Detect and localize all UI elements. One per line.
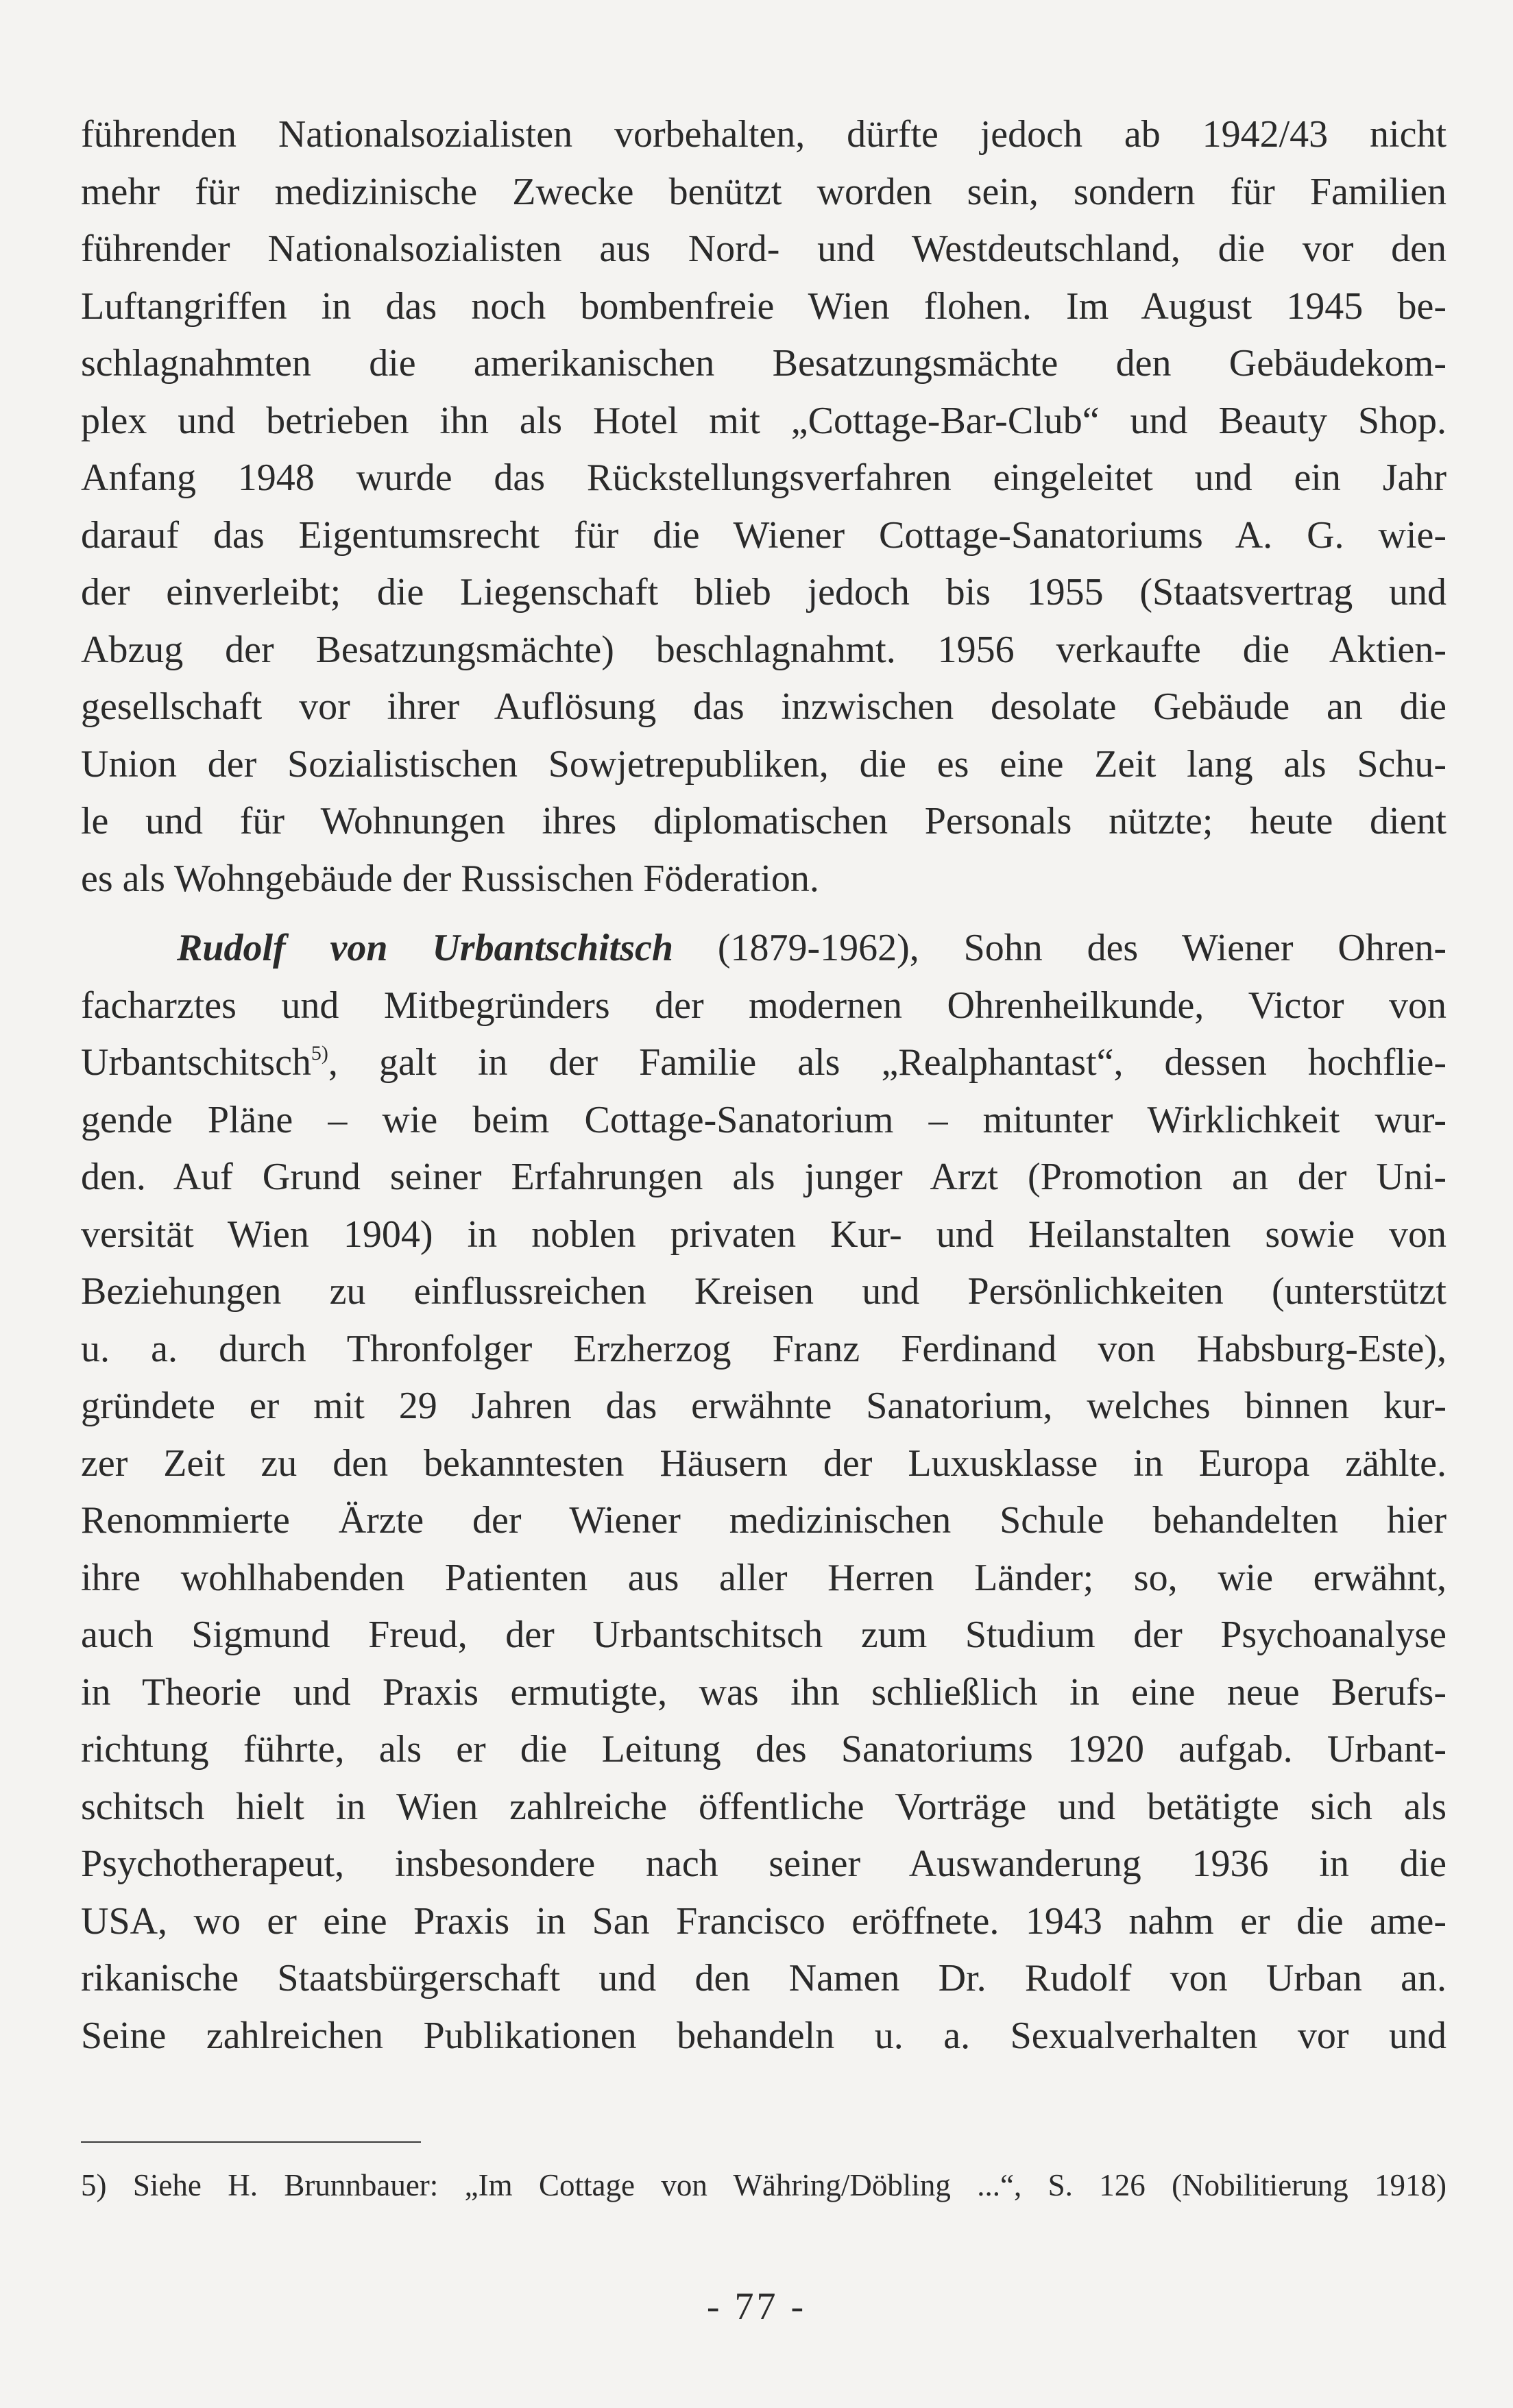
text-line: rikanische Staatsbürgerschaft und den Namen Dr. Rudolf von Urban an. <box>81 1957 1447 1999</box>
text-line: le und für Wohnungen ihres diplomatischen Personals nützte; heute dient <box>81 800 1447 842</box>
text-line: schitsch hielt in Wien zahlreiche öffentliche Vorträge und betätigte sich als <box>81 1785 1447 1828</box>
text-line: u. a. durch Thronfolger Erzherzog Franz Ferdinand von Habsburg-Este), <box>81 1327 1447 1370</box>
footnote-divider <box>81 2141 421 2143</box>
text-run: , galt in der Familie als „Realphantast“, dessen hochflie- <box>328 1041 1447 1084</box>
text-line: darauf das Eigentumsrecht für die Wiener Cottage-Sanatoriums A. G. wie- <box>81 513 1447 557</box>
text-line: richtung führte, als er die Leitung des Sanatoriums 1920 aufgab. Urbant- <box>81 1728 1447 1771</box>
page-number: - 77 - <box>706 2285 807 2328</box>
text-line: Seine zahlreichen Publikationen behandeln u. a. Sexualverhalten vor und <box>81 2014 1447 2057</box>
text-line-with-footnote-ref <box>81 1034 1447 1092</box>
footnote: 5) Siehe H. Brunnbauer: „Im Cottage von Währing/Döbling ...“, S. 126 (Nobilitierung 1918) <box>81 2168 1447 2202</box>
paragraph-gap <box>81 908 1447 920</box>
text-run: (1879-1962), Sohn des Wiener Ohren- <box>673 927 1447 969</box>
text-line: mehr für medizinische Zwecke benützt worden sein, sondern für Familien <box>81 170 1447 213</box>
text-line: gende Pläne – wie beim Cottage-Sanatorium – mitunter Wirklichkeit wur- <box>81 1098 1447 1141</box>
text-line: Anfang 1948 wurde das Rückstellungsverfahren eingeleitet und ein Jahr <box>81 457 1447 499</box>
text-line: versität Wien 1904) in noblen privaten Kur- und Heilanstalten sowie von <box>81 1213 1447 1256</box>
paragraph-2 <box>81 920 1447 2065</box>
text-line: Luftangriffen in das noch bombenfreie Wien flohen. Im August 1945 be- <box>81 284 1447 328</box>
person-name-emphasis: Rudolf von Urbantschitsch <box>177 927 673 969</box>
text-line: Psychotherapeut, insbesondere nach seiner Auswanderung 1936 in die <box>81 1843 1447 1885</box>
body-text <box>81 106 1447 2065</box>
text-line: Abzug der Besatzungsmächte) beschlagnahmt. 1956 verkaufte die Aktien- <box>81 628 1447 671</box>
text-line: gründete er mit 29 Jahren das erwähnte Sanatorium, welches binnen kur- <box>81 1385 1447 1427</box>
paragraph-1 <box>81 106 1447 908</box>
text-line: gesellschaft vor ihrer Auflösung das inzwischen desolate Gebäude an die <box>81 685 1447 728</box>
text-line-first <box>81 920 1447 977</box>
text-line: plex und betrieben ihn als Hotel mit „Cottage-Bar-Club“ und Beauty Shop. <box>81 399 1447 442</box>
text-line: Renommierte Ärzte der Wiener medizinischen Schule behandelten hier <box>81 1499 1447 1542</box>
text-line: der einverleibt; die Liegenschaft blieb jedoch bis 1955 (Staatsvertrag und <box>81 571 1447 613</box>
text-run: Urbantschitsch <box>81 1041 311 1084</box>
footnote-reference: 5) <box>311 1042 328 1065</box>
text-line: auch Sigmund Freud, der Urbantschitsch zum Studium der Psychoanalyse <box>81 1614 1447 1656</box>
text-line: den. Auf Grund seiner Erfahrungen als junger Arzt (Promotion an der Uni- <box>81 1156 1447 1198</box>
text-line: führender Nationalsozialisten aus Nord- und Westdeutschland, die vor den <box>81 228 1447 270</box>
text-line: führenden Nationalsozialisten vorbehalten, dürfte jedoch ab 1942/43 nicht <box>81 113 1447 156</box>
text-line: ihre wohlhabenden Patienten aus aller Herren Länder; so, wie erwähnt, <box>81 1556 1447 1599</box>
text-line: zer Zeit zu den bekanntesten Häusern der Luxusklasse in Europa zählte. <box>81 1442 1447 1485</box>
text-line: es als Wohngebäude der Russischen Föderation. <box>81 857 819 900</box>
text-line: in Theorie und Praxis ermutigte, was ihn schließlich in eine neue Berufs- <box>81 1670 1447 1714</box>
text-line: schlagnahmten die amerikanischen Besatzungsmächte den Gebäudekom- <box>81 342 1447 385</box>
text-line: facharztes und Mitbegründers der modernen Ohrenheilkunde, Victor von <box>81 984 1447 1027</box>
text-line: USA, wo er eine Praxis in San Francisco eröffnete. 1943 nahm er die ame- <box>81 1899 1447 1943</box>
text-line: Union der Sozialistischen Sowjetrepubliken, die es eine Zeit lang als Schu- <box>81 742 1447 786</box>
text-line: Beziehungen zu einflussreichen Kreisen und Persönlichkeiten (unterstützt <box>81 1270 1447 1313</box>
